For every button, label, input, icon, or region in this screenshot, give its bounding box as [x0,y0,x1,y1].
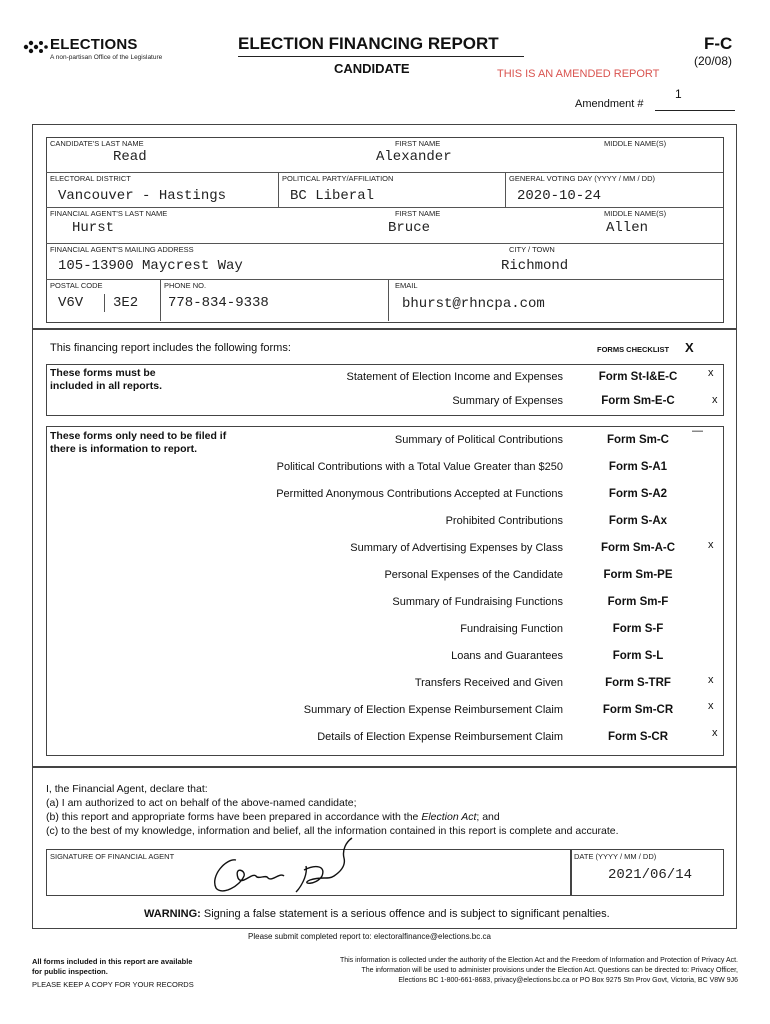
form-version: (20/08) [694,54,733,68]
signature-label: SIGNATURE OF FINANCIAL AGENT [50,852,175,861]
form-row-code: Form Sm-A-C [600,542,676,554]
form-row-code: Form S-CR [607,731,669,743]
form-row-code: Form S-A2 [608,488,668,500]
amended-notice: THIS IS AN AMENDED REPORT [497,68,660,80]
amendment-label: Amendment # [575,98,644,110]
electoral-district-label: ELECTORAL DISTRICT [50,174,131,183]
report-subtitle: CANDIDATE [334,61,410,76]
postal-code-part1[interactable]: V6V [58,295,84,311]
privacy-notice-2: The information will be used to administer provisions under the Election Act. Questions can be directed to: Privacy Officer, [361,967,738,974]
party-label: POLITICAL PARTY/AFFILIATION [282,174,394,183]
public-inspection-1: All forms included in this report are available [32,957,193,966]
form-row-code: Form Sm-E-C [601,395,675,407]
amendment-field[interactable] [655,86,735,111]
form-row-desc: Summary of Fundraising Functions [392,596,563,608]
form-row-desc: Permitted Anonymous Contributions Accepted at Functions [276,488,563,500]
form-row-desc: Fundraising Function [460,623,563,635]
form-row-desc: Summary of Political Contributions [394,434,563,446]
form-row-checkbox[interactable]: x [708,367,714,379]
form-row-code: Form S-A1 [608,461,668,473]
voting-day[interactable]: 2020-10-24 [517,188,602,204]
form-row-desc: Summary of Expenses [452,395,563,407]
amendment-value: 1 [675,87,682,101]
required-forms-note: These forms must be included in all reports. [50,367,163,392]
form-row-code: Form S-Ax [608,515,668,527]
agent-first-name-label: FIRST NAME [395,209,441,218]
logo-mark-icon [22,38,48,56]
elections-logo [22,36,192,66]
declaration-a: (a) I am authorized to act on behalf of the above-named candidate; [46,797,357,809]
agent-last-name[interactable]: Hurst [72,220,115,236]
form-row-checkbox[interactable]: x [712,727,718,739]
logo-subtitle: A non-partisan Office of the Legislature [50,54,163,61]
email[interactable]: bhurst@rhncpa.com [402,296,545,312]
form-row-code: Form Sm-CR [602,704,674,716]
email-label: EMAIL [395,281,418,290]
signature-image [196,836,386,896]
privacy-notice-1: This information is collected under the authority of the Election Act and the Freedom of Information and Protection of Privacy Act. [339,957,738,964]
privacy-notice-3: Elections BC 1-800-661-8683, privacy@elections.bc.ca or PO Box 9275 Stn Prov Govt, Victoria, BC V8W 9J6 [398,977,738,984]
electoral-district[interactable]: Vancouver - Hastings [58,188,227,204]
warning-notice: WARNING: Signing a false statement is a serious offence and is subject to significant penalties. [144,908,610,920]
form-row-desc: Political Contributions with a Total Value Greater than $250 [276,461,563,473]
form-row-code: Form S-L [612,650,664,662]
agent-address-label: FINANCIAL AGENT'S MAILING ADDRESS [50,245,194,254]
signature-date[interactable]: 2021/06/14 [608,867,693,883]
phone-label: PHONE NO. [164,281,207,290]
form-row-desc: Prohibited Contributions [445,515,563,527]
forms-checklist-label: FORMS CHECKLIST [597,345,670,354]
optional-forms-note: These forms only need to be filed if there is information to report. [50,430,227,455]
form-row-desc: Transfers Received and Given [414,677,563,689]
form-row-desc: Loans and Guarantees [451,650,563,662]
declaration-intro: I, the Financial Agent, declare that: [46,783,208,795]
candidate-middle-name-label: MIDDLE NAME(S) [604,139,667,148]
form-row-code: Form S-TRF [605,677,671,689]
candidate-last-name-label: CANDIDATE'S LAST NAME [50,139,144,148]
declaration-c: (c) to the best of my knowledge, information and belief, all the information contained in this report is complete and accurate. [46,825,619,837]
form-row-code: Form S-F [612,623,664,635]
city[interactable]: Richmond [501,258,569,274]
postal-code-part2[interactable]: 3E2 [113,295,139,311]
candidate-last-name[interactable]: Read [113,149,147,165]
form-row-desc: Details of Election Expense Reimbursement Claim [317,731,563,743]
candidate-first-name-label: FIRST NAME [395,139,441,148]
agent-middle-name-label: MIDDLE NAME(S) [604,209,667,218]
agent-middle-name[interactable]: Allen [606,220,649,236]
postal-code-label: POSTAL CODE [50,281,103,290]
report-title: ELECTION FINANCING REPORT [238,34,499,53]
form-row-code: Form Sm-F [607,596,669,608]
date-label: DATE (YYYY / MM / DD) [574,852,657,861]
city-label: CITY / TOWN [509,245,555,254]
keep-copy: PLEASE KEEP A COPY FOR YOUR RECORDS [32,980,194,989]
form-row-checkbox[interactable]: x [708,674,714,686]
form-row-checkbox[interactable]: x [708,700,714,712]
voting-day-label: GENERAL VOTING DAY (YYYY / MM / DD) [509,174,655,183]
form-row-code: Form Sm-C [607,434,669,446]
submit-instructions: Please submit completed report to: electoralfinance@elections.bc.ca [248,932,491,941]
form-row-checkbox[interactable]: — [692,425,703,437]
forms-checklist-mark: X [685,340,694,355]
candidate-first-name[interactable]: Alexander [376,149,452,165]
declaration-b: (b) this report and appropriate forms have been prepared in accordance with the Election Act; and [46,811,500,823]
form-row-code: Form St-I&E-C [598,371,678,383]
form-row-desc: Statement of Election Income and Expenses [346,371,563,383]
form-row-desc: Summary of Advertising Expenses by Class [350,542,563,554]
form-row-desc: Personal Expenses of the Candidate [384,569,563,581]
agent-last-name-label: FINANCIAL AGENT'S LAST NAME [50,209,168,218]
party[interactable]: BC Liberal [290,188,375,204]
agent-first-name[interactable]: Bruce [388,220,431,236]
agent-address[interactable]: 105-13900 Maycrest Way [58,258,243,274]
form-row-checkbox[interactable]: x [712,394,718,406]
form-row-code: Form Sm-PE [603,569,673,581]
form-row-desc: Summary of Election Expense Reimbursement Claim [303,704,563,716]
public-inspection-2: for public inspection. [32,967,108,976]
phone[interactable]: 778-834-9338 [168,295,269,311]
form-row-checkbox[interactable]: x [708,539,714,551]
logo-word: ELECTIONS [50,36,138,53]
title-underline [238,56,524,57]
form-code: F-C [704,34,733,53]
forms-intro: This financing report includes the following forms: [50,342,291,354]
